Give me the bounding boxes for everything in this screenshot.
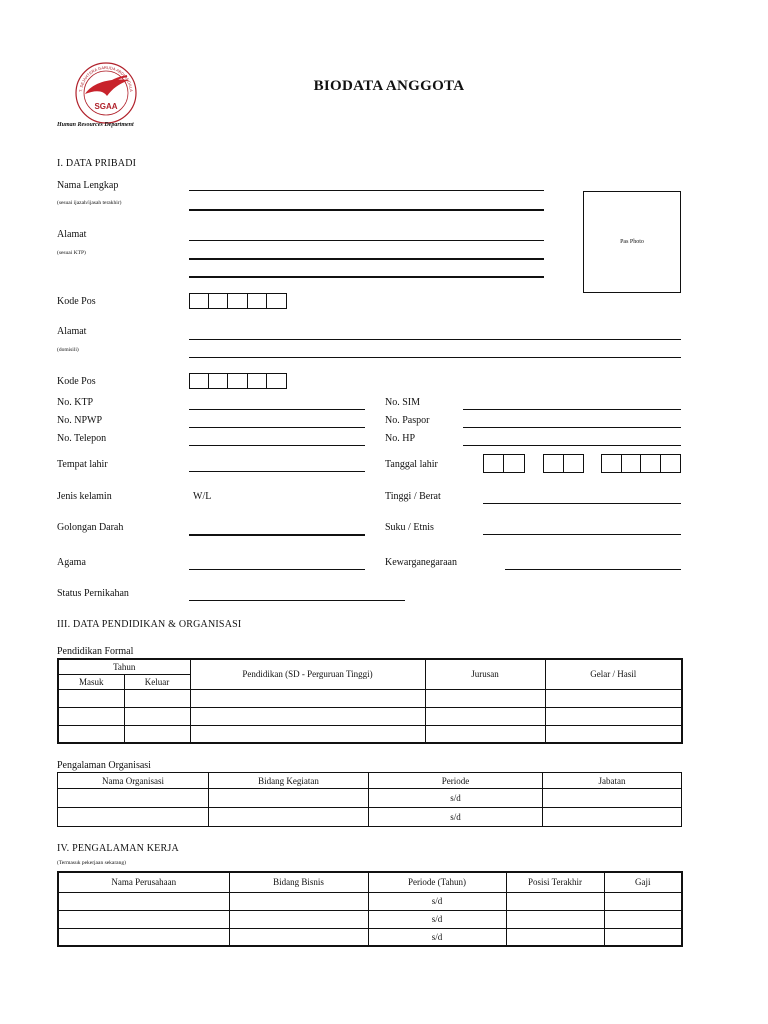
page-title: BIODATA ANGGOTA — [313, 78, 465, 94]
col-periode-tahun-header: Periode (Tahun) — [368, 872, 506, 892]
table-cell[interactable] — [124, 707, 190, 725]
agama-line[interactable] — [189, 569, 365, 570]
no-hp-label: No. HP — [385, 433, 416, 444]
table-cell[interactable] — [425, 689, 545, 707]
periode-cell[interactable]: s/d — [368, 928, 506, 946]
golongan-darah-line[interactable] — [189, 534, 365, 536]
alamat-label: Alamat — [57, 229, 87, 240]
col-gelar-header: Gelar / Hasil — [545, 659, 682, 689]
table-row — [58, 789, 682, 808]
nama-lengkap-label: Nama Lengkap — [57, 180, 119, 191]
table-cell[interactable] — [545, 707, 682, 725]
table-cell[interactable] — [604, 892, 682, 910]
tempat-lahir-label: Tempat lahir — [57, 459, 108, 470]
table-cell[interactable] — [229, 892, 368, 910]
table-cell[interactable] — [543, 808, 682, 827]
tinggi-berat-label: Tinggi / Berat — [385, 491, 441, 502]
table-cell[interactable] — [545, 689, 682, 707]
table-cell[interactable] — [58, 892, 229, 910]
periode-cell[interactable]: s/d — [369, 789, 543, 808]
alamat-line-2[interactable] — [189, 258, 544, 260]
kode-pos-domisili-label: Kode Pos — [57, 376, 96, 387]
nama-lengkap-line-1[interactable] — [189, 190, 544, 191]
col-nama-organisasi-header: Nama Organisasi — [58, 773, 209, 789]
pengalaman-kerja-sublabel: (Termasuk pekerjaan sekarang) — [57, 860, 126, 866]
pendidikan-formal-table — [57, 658, 683, 744]
pengalaman-organisasi-heading: Pengalaman Organisasi — [57, 760, 151, 771]
no-ktp-line[interactable] — [189, 409, 365, 410]
table-cell[interactable] — [229, 928, 368, 946]
tinggi-berat-line[interactable] — [483, 503, 681, 504]
svg-text:PT. SEJAHTERA GARUDA ABDI ANDA: T. SEJAHTERA GARUDA ABDI ANDALA — [78, 64, 134, 93]
col-jabatan-header: Jabatan — [543, 773, 682, 789]
no-paspor-label: No. Paspor — [385, 415, 430, 426]
alamat-domisili-sublabel: (domisili) — [57, 347, 79, 353]
tanggal-lahir-day-boxes[interactable] — [483, 454, 525, 473]
col-bidang-kegiatan-header: Bidang Kegiatan — [209, 773, 369, 789]
tanggal-lahir-month-boxes[interactable] — [543, 454, 584, 473]
table-row — [58, 910, 682, 928]
suku-etnis-label: Suku / Etnis — [385, 522, 434, 533]
alamat-domisili-line-1[interactable] — [189, 339, 681, 340]
alamat-line-3[interactable] — [189, 276, 544, 278]
photo-label: Pas Photo — [620, 239, 644, 245]
section-data-pribadi-heading: I. DATA PRIBADI — [57, 158, 137, 169]
no-sim-line[interactable] — [463, 409, 681, 410]
table-row — [58, 808, 682, 827]
nama-lengkap-sublabel: (sesuai ijazah/ijasah terakhir) — [57, 200, 122, 206]
table-cell[interactable] — [58, 725, 124, 743]
jenis-kelamin-label: Jenis kelamin — [57, 491, 112, 502]
tempat-lahir-line[interactable] — [189, 471, 365, 472]
col-keluar-header: Keluar — [124, 674, 190, 689]
kewarganegaraan-line[interactable] — [505, 569, 681, 570]
pengalaman-kerja-table — [57, 871, 683, 947]
table-cell[interactable] — [124, 689, 190, 707]
no-npwp-line[interactable] — [189, 427, 365, 428]
col-jurusan-header: Jurusan — [425, 659, 545, 689]
table-cell[interactable] — [58, 689, 124, 707]
table-cell[interactable] — [604, 910, 682, 928]
table-cell[interactable] — [190, 725, 425, 743]
no-telepon-line[interactable] — [189, 445, 365, 446]
table-cell[interactable] — [58, 928, 229, 946]
status-pernikahan-line[interactable] — [189, 600, 405, 601]
no-paspor-line[interactable] — [463, 427, 681, 428]
col-pendidikan-header: Pendidikan (SD - Perguruan Tinggi) — [190, 659, 425, 689]
suku-etnis-line[interactable] — [483, 534, 681, 535]
tanggal-lahir-label: Tanggal lahir — [385, 459, 438, 470]
table-cell[interactable] — [58, 910, 229, 928]
table-cell[interactable] — [425, 707, 545, 725]
col-nama-perusahaan-header: Nama Perusahaan — [58, 872, 229, 892]
alamat-sublabel: (sesuai KTP) — [57, 250, 86, 256]
periode-cell[interactable]: s/d — [368, 892, 506, 910]
table-cell[interactable] — [190, 689, 425, 707]
table-cell[interactable] — [604, 928, 682, 946]
section-pendidikan-heading: III. DATA PENDIDIKAN & ORGANISASI — [57, 619, 242, 630]
col-tahun-header: Tahun — [58, 659, 190, 674]
no-sim-label: No. SIM — [385, 397, 421, 408]
section-pengalaman-kerja-heading: IV. PENGALAMAN KERJA — [57, 843, 179, 854]
jenis-kelamin-value[interactable]: W/L — [193, 491, 212, 502]
col-masuk-header: Masuk — [58, 674, 124, 689]
status-pernikahan-label: Status Pernikahan — [57, 588, 129, 599]
table-row — [58, 928, 682, 946]
periode-cell[interactable]: s/d — [368, 910, 506, 928]
table-cell[interactable] — [209, 808, 369, 827]
col-posisi-terakhir-header: Posisi Terakhir — [506, 872, 604, 892]
table-cell[interactable] — [190, 707, 425, 725]
kewarganegaraan-label: Kewarganegaraan — [385, 557, 457, 568]
no-telepon-label: No. Telepon — [57, 433, 107, 444]
col-periode-header: Periode — [369, 773, 543, 789]
alamat-domisili-line-2[interactable] — [189, 357, 681, 358]
table-cell[interactable] — [124, 725, 190, 743]
kode-pos-label: Kode Pos — [57, 296, 96, 307]
alamat-line-1[interactable] — [189, 240, 544, 241]
table-row — [58, 689, 682, 707]
alamat-domisili-label: Alamat — [57, 326, 87, 337]
no-npwp-label: No. NPWP — [57, 415, 103, 426]
photo-box[interactable] — [583, 191, 681, 293]
table-cell[interactable] — [229, 910, 368, 928]
department-label: Human Resources Department — [57, 122, 134, 128]
table-row — [58, 707, 682, 725]
table-cell[interactable] — [545, 725, 682, 743]
pengalaman-organisasi-table — [57, 772, 682, 827]
col-bidang-bisnis-header: Bidang Bisnis — [229, 872, 368, 892]
nama-lengkap-line-2[interactable] — [189, 209, 544, 211]
no-hp-line[interactable] — [463, 445, 681, 446]
kode-pos-boxes[interactable] — [189, 293, 287, 309]
agama-label: Agama — [57, 557, 86, 568]
table-row — [58, 725, 682, 743]
no-ktp-label: No. KTP — [57, 397, 94, 408]
col-gaji-header: Gaji — [604, 872, 682, 892]
table-cell[interactable] — [543, 789, 682, 808]
table-cell[interactable] — [506, 910, 604, 928]
svg-text:SGAA: SGAA — [94, 102, 118, 111]
table-cell[interactable] — [58, 707, 124, 725]
table-cell[interactable] — [209, 789, 369, 808]
table-cell[interactable] — [506, 928, 604, 946]
table-cell[interactable] — [425, 725, 545, 743]
table-cell[interactable] — [58, 789, 209, 808]
table-row — [58, 892, 682, 910]
kode-pos-domisili-boxes[interactable] — [189, 373, 287, 389]
table-cell[interactable] — [58, 808, 209, 827]
pendidikan-formal-heading: Pendidikan Formal — [57, 646, 134, 657]
periode-cell[interactable]: s/d — [369, 808, 543, 827]
table-cell[interactable] — [506, 892, 604, 910]
golongan-darah-label: Golongan Darah — [57, 522, 124, 533]
tanggal-lahir-year-boxes[interactable] — [601, 454, 681, 473]
